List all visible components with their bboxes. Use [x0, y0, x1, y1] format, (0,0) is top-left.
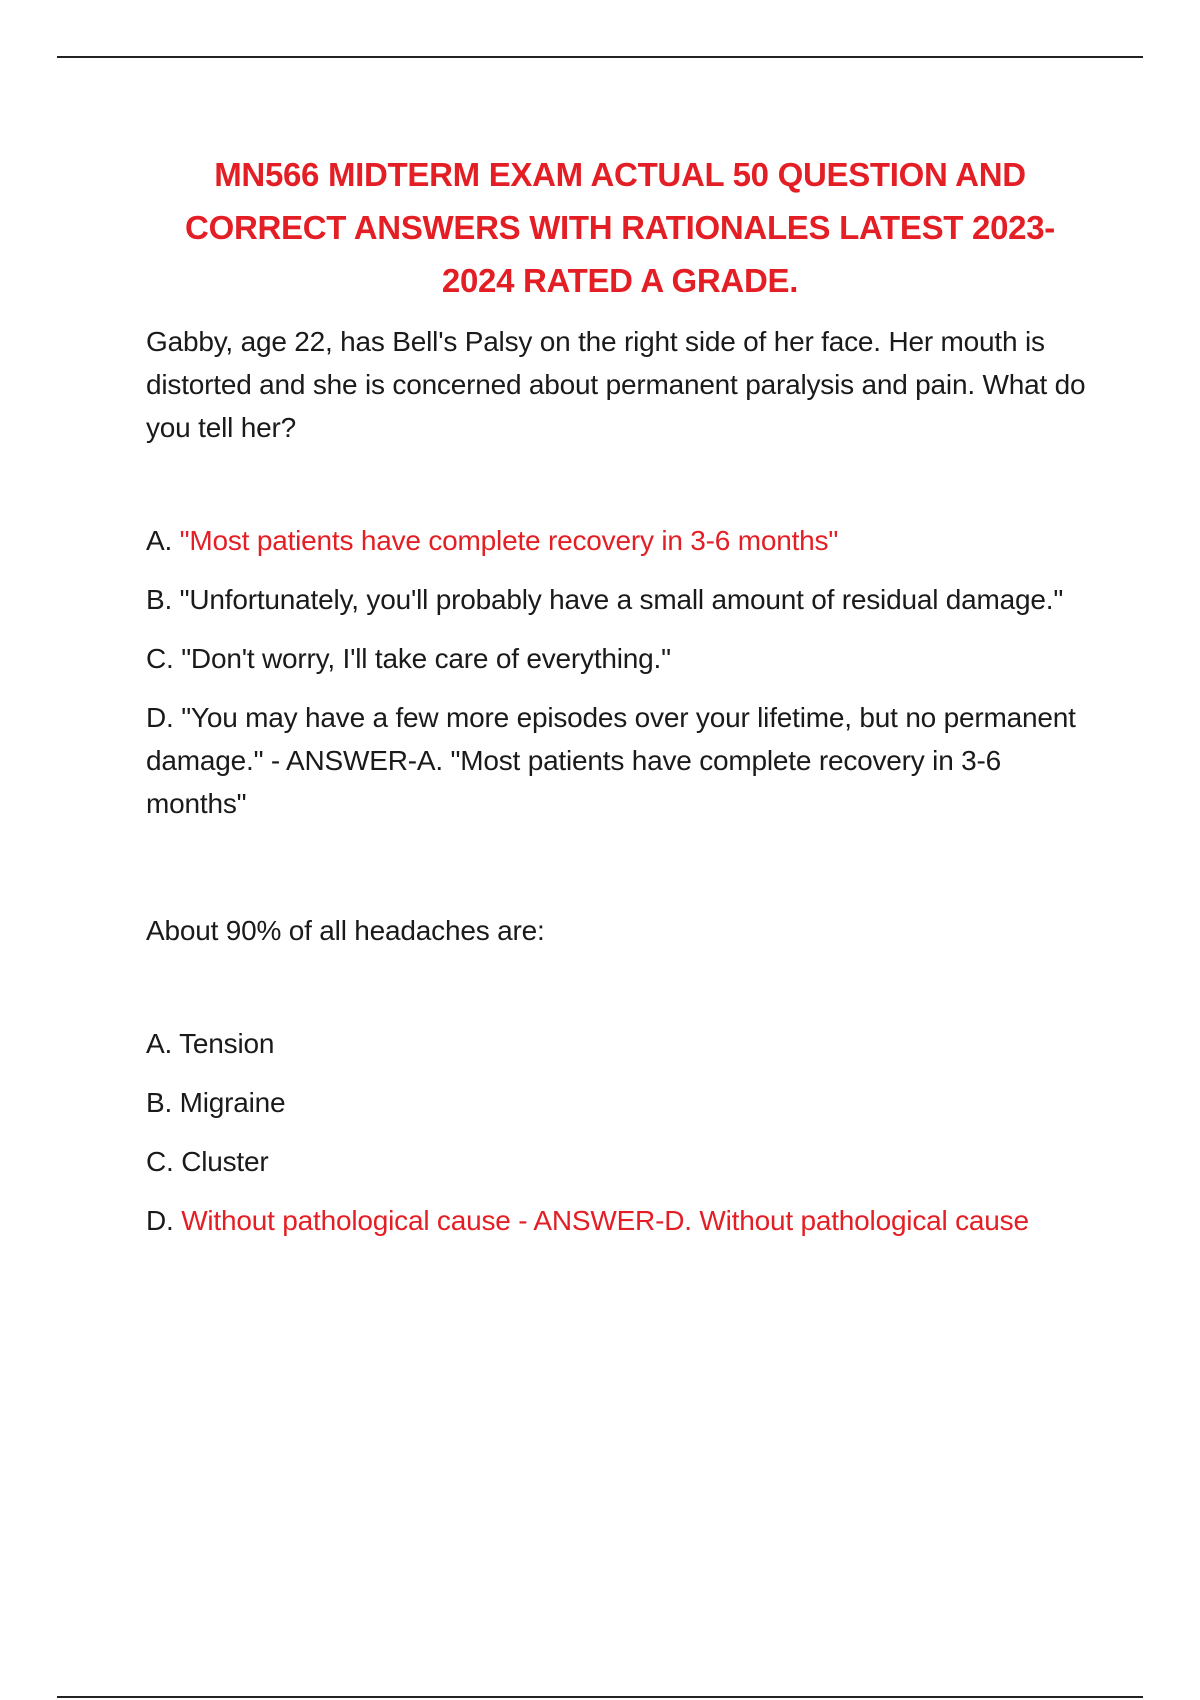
q1-option-c	[146, 637, 1086, 680]
option-letter: C.	[146, 1146, 174, 1177]
question-2-prompt: About 90% of all headaches are:	[146, 915, 545, 946]
q1-option-a	[146, 519, 1086, 562]
q1-option-b	[146, 578, 1086, 621]
option-letter: A.	[146, 525, 173, 556]
question-2-options	[146, 1022, 1086, 1242]
option-text: "You may have a few more episodes over your lifetime, but no permanent damage." - ANSWER-A. "Most patients have complete recovery in 3-6 months"	[146, 702, 1076, 819]
q1-option-d	[146, 696, 1086, 825]
option-text: Cluster	[173, 1146, 269, 1177]
option-text: "Don't worry, I'll take care of everything."	[173, 643, 671, 674]
option-letter: C.	[146, 643, 174, 674]
option-letter: B.	[146, 1087, 173, 1118]
option-text: Without pathological cause - ANSWER-D. Without pathological cause	[173, 1205, 1029, 1236]
q2-option-b	[146, 1081, 1086, 1124]
title-line-3: 2024 RATED A GRADE.	[441, 262, 799, 299]
question-1-prompt: Gabby, age 22, has Bell's Palsy on the right side of her face. Her mouth is distorted and she is concerned about permanent paralysis and pain. What do you tell her?	[146, 326, 1086, 443]
option-letter: D.	[146, 702, 174, 733]
option-text: "Unfortunately, you'll probably have a small amount of residual damage."	[172, 584, 1064, 615]
spacer	[146, 841, 1086, 909]
option-letter: B.	[146, 584, 173, 615]
option-text: Migraine	[172, 1087, 286, 1118]
question-1-options	[146, 519, 1086, 825]
q2-option-d	[146, 1199, 1086, 1242]
q2-option-c	[146, 1140, 1086, 1183]
option-text: "Most patients have complete recovery in 3-6 months"	[172, 525, 839, 556]
bottom-rule	[57, 1696, 1143, 1698]
title-line-2: CORRECT ANSWERS WITH RATIONALES LATEST 2023-	[185, 209, 1055, 246]
option-letter: A.	[146, 1028, 173, 1059]
option-text: Tension	[172, 1028, 275, 1059]
title-line-1: MN566 MIDTERM EXAM ACTUAL 50 QUESTION AND	[214, 156, 1026, 193]
q2-option-a	[146, 1022, 1086, 1065]
document-title	[140, 148, 1100, 307]
option-letter: D.	[146, 1205, 174, 1236]
document-body	[146, 320, 1086, 1258]
top-rule	[57, 56, 1143, 58]
